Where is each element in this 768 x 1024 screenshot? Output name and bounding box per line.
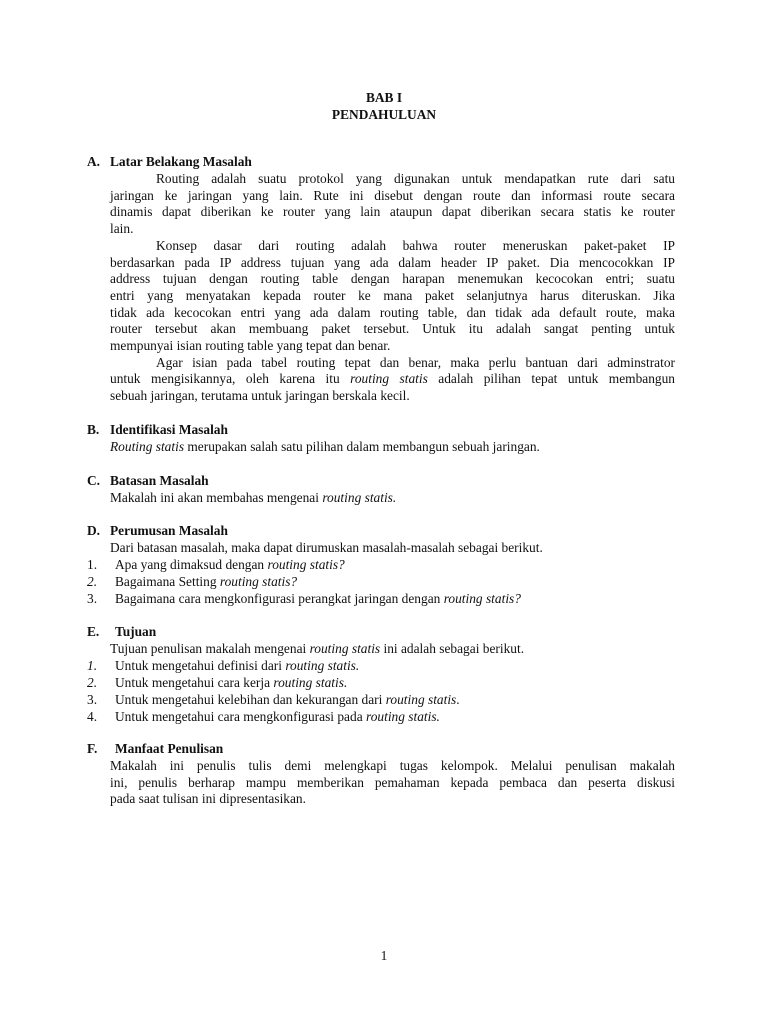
- list-item: 2. Bagaimana Setting routing statis?: [87, 573, 298, 589]
- section-heading: E. Tujuan: [87, 624, 157, 639]
- section-intro: Tujuan penulisan makalah mengenai routing statis ini adalah sebagai berikut.: [110, 641, 525, 656]
- list-item: 4. Untuk mengetahui cara mengkonfigurasi pada routing statis.: [87, 708, 440, 724]
- list-item: 3. Bagaimana cara mengkonfigurasi perangkat jaringan dengan routing statis?: [87, 590, 521, 606]
- paragraph-3: Agar isian pada tabel routing tepat dan benar, maka perlu bantuan dari adminstrator untuk mengisikannya, oleh karena itu routing statis adalah pilihan tepat untuk membangun sebuah jaringan, terutama untuk jaringan berskala kecil.: [110, 354, 675, 404]
- section-heading: F. Manfaat Penulisan: [87, 741, 224, 756]
- list-item: 2. Untuk mengetahui cara kerja routing statis.: [87, 674, 348, 690]
- list-item: 3. Untuk mengetahui kelebihan dan kekurangan dari routing statis.: [87, 691, 460, 707]
- section-text: Makalah ini penulis tulis demi melengkapi tugas kelompok. Melalui penulisan makalah ini, penulis berharap mampu memberikan pemahaman kepada pembaca dan peserta diskusi pada saat tulisan ini dipresentasikan.: [110, 758, 675, 807]
- paragraph-2: Konsep dasar dari routing adalah bahwa router meneruskan paket-paket IP berdasarkan pada IP address tujuan yang ada dalam header IP paket. Dia mencocokkan IP address tujuan dengan routing table dengan harapan menemukan kecocokan entri; suatu entri yang menyatakan kepada router ke mana paket selanjutnya harus diteruskan. Jika tidak ada kecocokan entri yang ada dalam routing table, dan tidak ada default route, maka router tersebut akan membuang paket tersebut. Untuk itu adalah sangat penting untuk mempunyai isian routing table yang tepat dan benar.: [110, 237, 675, 354]
- section-intro: Dari batasan masalah, maka dapat dirumuskan masalah-masalah sebagai berikut.: [110, 540, 543, 555]
- chapter-title-block: [0, 90, 768, 124]
- list-item: 1. Apa yang dimaksud dengan routing statis?: [87, 556, 345, 572]
- section-heading: C. Batasan Masalah: [87, 473, 209, 488]
- section-heading: D. Perumusan Masalah: [87, 523, 228, 538]
- section-manfaat: [87, 741, 675, 808]
- section-perumusan: [87, 523, 675, 608]
- section-tujuan: [87, 624, 675, 726]
- chapter-title: PENDAHULUAN: [331, 107, 437, 122]
- section-heading: B. Identifikasi Masalah: [87, 422, 228, 437]
- section-text: Makalah ini akan membahas mengenai routing statis.: [110, 490, 397, 505]
- section-identifikasi: [87, 422, 675, 456]
- section-heading: A. Latar Belakang Masalah: [87, 154, 252, 169]
- list-item: 1. Untuk mengetahui definisi dari routing statis.: [87, 657, 360, 673]
- section-batasan: [87, 473, 675, 507]
- chapter-number: BAB I: [365, 90, 403, 105]
- section-text: Routing statis merupakan salah satu pilihan dalam membangun sebuah jaringan.: [110, 439, 540, 454]
- section-latar-belakang: [87, 154, 675, 405]
- paragraph-1: Routing adalah suatu protokol yang digunakan untuk mendapatkan rute dari satu jaringan ke jaringan yang lain. Rute ini disebut dengan route dan informasi route secara dinamis dapat diberikan ke router yang lain ataupun dapat diberikan secara statis ke router lain.: [110, 171, 675, 237]
- page-number: 1: [380, 948, 388, 963]
